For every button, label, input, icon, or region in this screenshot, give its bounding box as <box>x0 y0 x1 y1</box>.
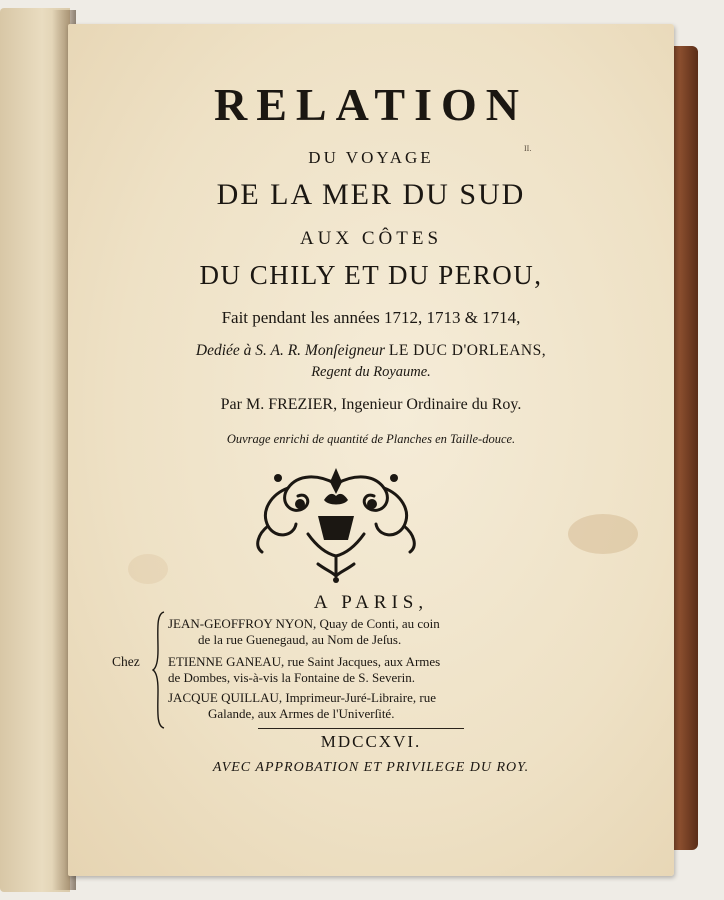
title-aux-cotes: AUX CÔTES <box>299 228 443 249</box>
printer-quillau <box>168 690 588 722</box>
author-line: Par M. FREZIER, Ingenieur Ordinaire du Roy. <box>220 396 522 413</box>
corner-mark: II. <box>524 144 532 153</box>
printer-nyon-line2: de la rue Guenegaud, au Nom de Jeſus. <box>198 632 402 647</box>
title-mer-du-sud: DE LA MER DU SUD <box>216 178 526 211</box>
privilege-line: AVEC APPROBATION ET PRIVILEGE DU ROY. <box>212 760 530 775</box>
paper-stain <box>128 554 168 584</box>
title-page <box>68 24 674 876</box>
dedication-italic: Dediée à S. A. R. Monſeigneur <box>195 342 385 359</box>
dedication-line <box>68 342 674 360</box>
divider-rule <box>258 728 464 729</box>
chez-label: Chez <box>112 654 140 669</box>
fleuron-ornament-icon <box>248 464 424 584</box>
curly-brace-icon <box>152 610 166 730</box>
dedication-regent: Regent du Royaume. <box>311 364 431 380</box>
title-relation: RELATION <box>214 79 528 130</box>
imprint-date: MDCCXVI. <box>320 732 422 751</box>
title-du-voyage: DU VOYAGE <box>308 148 434 167</box>
printer-nyon <box>168 616 588 648</box>
printer-quillau-line2: Galande, aux Armes de l'Univerſité. <box>208 706 395 721</box>
printer-quillau-line1: JACQUE QUILLAU, Imprimeur-Juré-Libraire, rue <box>168 690 436 705</box>
work-note: Ouvrage enrichi de quantité de Planches en Taille-douce. <box>226 432 516 446</box>
paper-stain <box>568 514 638 554</box>
imprint-city: A PARIS, <box>313 592 429 613</box>
printer-ganeau <box>168 654 588 686</box>
printer-nyon-line1: JEAN-GEOFFROY NYON, Quay de Conti, au coin <box>168 616 440 631</box>
title-chily-perou: DU CHILY ET DU PEROU, <box>199 260 543 290</box>
printer-ganeau-line2: de Dombes, vis-à-vis la Fontaine de S. Severin. <box>168 670 415 685</box>
printer-ganeau-line1: ETIENNE GANEAU, rue Saint Jacques, aux Armes <box>168 654 441 669</box>
years-line: Fait pendant les années 1712, 1713 & 1714, <box>221 308 521 327</box>
dedication-name: LE DUC D'ORLEANS, <box>388 342 547 359</box>
